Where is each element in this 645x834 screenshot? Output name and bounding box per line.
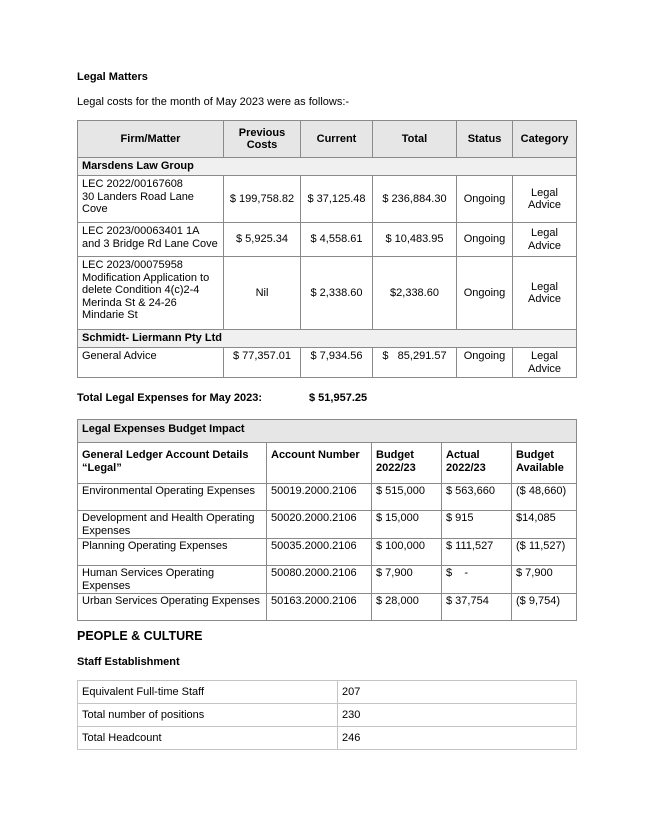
table-row: [78, 176, 577, 223]
staff-metric-label: Equivalent Full-time Staff: [78, 681, 338, 704]
header-firm-matter: Firm/Matter: [78, 121, 224, 158]
header-budget: Budget 2022/23: [372, 443, 442, 484]
account-details-cell: Planning Operating Expenses: [78, 539, 267, 566]
header-status: Status: [457, 121, 513, 158]
category-cell: Legal Advice: [513, 176, 577, 223]
previous-cell: $ 77,357.01: [224, 348, 301, 378]
available-cell: $ 7,900: [512, 566, 577, 594]
header-category: Category: [513, 121, 577, 158]
actual-cell: $ 915: [442, 511, 512, 539]
account-number-cell: 50080.2000.2106: [267, 566, 372, 594]
group-row: [78, 330, 577, 348]
current-cell: $ 2,338.60: [301, 257, 373, 330]
budget-title: Legal Expenses Budget Impact: [78, 420, 577, 443]
category-cell: Legal Advice: [513, 348, 577, 378]
actual-cell: $ 111,527: [442, 539, 512, 566]
group-name: Marsdens Law Group: [78, 158, 577, 176]
total-legal-expenses: [77, 392, 368, 404]
category-cell: Legal Advice: [513, 257, 577, 330]
table-row: [78, 348, 577, 378]
budget-cell: $ 15,000: [372, 511, 442, 539]
available-cell: ($ 9,754): [512, 594, 577, 621]
available-cell: ($ 48,660): [512, 484, 577, 511]
legal-intro-text: Legal costs for the month of May 2023 were as follows:-: [77, 96, 350, 108]
table-row: [78, 539, 577, 566]
header-total: Total: [373, 121, 457, 158]
category-cell: Legal Advice: [513, 223, 577, 257]
header-actual: Actual 2022/23: [442, 443, 512, 484]
header-budget-available: Budget Available: [512, 443, 577, 484]
staff-establishment-heading: Staff Establishment: [77, 656, 180, 668]
legal-costs-header-row: [78, 121, 577, 158]
table-row: [78, 704, 577, 727]
actual-cell: $ 563,660: [442, 484, 512, 511]
people-culture-heading: PEOPLE & CULTURE: [77, 629, 203, 643]
table-row: [78, 223, 577, 257]
budget-impact-table: [77, 419, 577, 621]
current-cell: $ 37,125.48: [301, 176, 373, 223]
group-row: [78, 158, 577, 176]
matter-cell: LEC 2023/00063401 1A and 3 Bridge Rd Lane Cove: [78, 223, 224, 257]
matter-cell: LEC 2022/00167608 30 Landers Road Lane Cove: [78, 176, 224, 223]
staff-establishment-table: [77, 680, 577, 750]
table-row: [78, 681, 577, 704]
staff-metric-value: 246: [338, 727, 577, 750]
budget-cell: $ 515,000: [372, 484, 442, 511]
table-row: [78, 257, 577, 330]
status-cell: Ongoing: [457, 348, 513, 378]
total-cell: $ 10,483.95: [373, 223, 457, 257]
budget-cell: $ 7,900: [372, 566, 442, 594]
status-cell: Ongoing: [457, 257, 513, 330]
account-details-cell: Environmental Operating Expenses: [78, 484, 267, 511]
total-cell: $2,338.60: [373, 257, 457, 330]
group-name: Schmidt- Liermann Pty Ltd: [78, 330, 577, 348]
actual-cell: $ -: [442, 566, 512, 594]
available-cell: $14,085: [512, 511, 577, 539]
account-number-cell: 50035.2000.2106: [267, 539, 372, 566]
matter-cell: LEC 2023/00075958 Modification Application to delete Condition 4(c)2-4 Merinda St & 24-26 Mindarie St: [78, 257, 224, 330]
table-row: [78, 727, 577, 750]
account-details-cell: Development and Health Operating Expenses: [78, 511, 267, 539]
current-cell: $ 7,934.56: [301, 348, 373, 378]
staff-metric-value: 230: [338, 704, 577, 727]
legal-matters-heading: Legal Matters: [77, 71, 148, 83]
account-number-cell: 50163.2000.2106: [267, 594, 372, 621]
previous-cell: Nil: [224, 257, 301, 330]
budget-header-row: [78, 443, 577, 484]
status-cell: Ongoing: [457, 176, 513, 223]
account-number-cell: 50019.2000.2106: [267, 484, 372, 511]
header-account-number: Account Number: [267, 443, 372, 484]
header-account-details: General Ledger Account Details “Legal”: [78, 443, 267, 484]
staff-metric-value: 207: [338, 681, 577, 704]
actual-cell: $ 37,754: [442, 594, 512, 621]
previous-cell: $ 199,758.82: [224, 176, 301, 223]
available-cell: ($ 11,527): [512, 539, 577, 566]
budget-cell: $ 100,000: [372, 539, 442, 566]
staff-metric-label: Total number of positions: [78, 704, 338, 727]
table-row: [78, 484, 577, 511]
staff-metric-label: Total Headcount: [78, 727, 338, 750]
header-previous-costs: Previous Costs: [224, 121, 301, 158]
account-number-cell: 50020.2000.2106: [267, 511, 372, 539]
account-details-cell: Urban Services Operating Expenses: [78, 594, 267, 621]
total-cell: $ 85,291.57: [373, 348, 457, 378]
status-cell: Ongoing: [457, 223, 513, 257]
total-legal-expenses-amount: $ 51,957.25: [309, 392, 368, 404]
total-cell: $ 236,884.30: [373, 176, 457, 223]
budget-cell: $ 28,000: [372, 594, 442, 621]
current-cell: $ 4,558.61: [301, 223, 373, 257]
header-current: Current: [301, 121, 373, 158]
table-row: [78, 566, 577, 594]
budget-title-row: [78, 420, 577, 443]
table-row: [78, 594, 577, 621]
total-legal-expenses-label: Total Legal Expenses for May 2023:: [77, 392, 263, 404]
table-row: [78, 511, 577, 539]
previous-cell: $ 5,925.34: [224, 223, 301, 257]
legal-costs-table: [77, 120, 577, 378]
account-details-cell: Human Services Operating Expenses: [78, 566, 267, 594]
matter-cell: General Advice: [78, 348, 224, 378]
